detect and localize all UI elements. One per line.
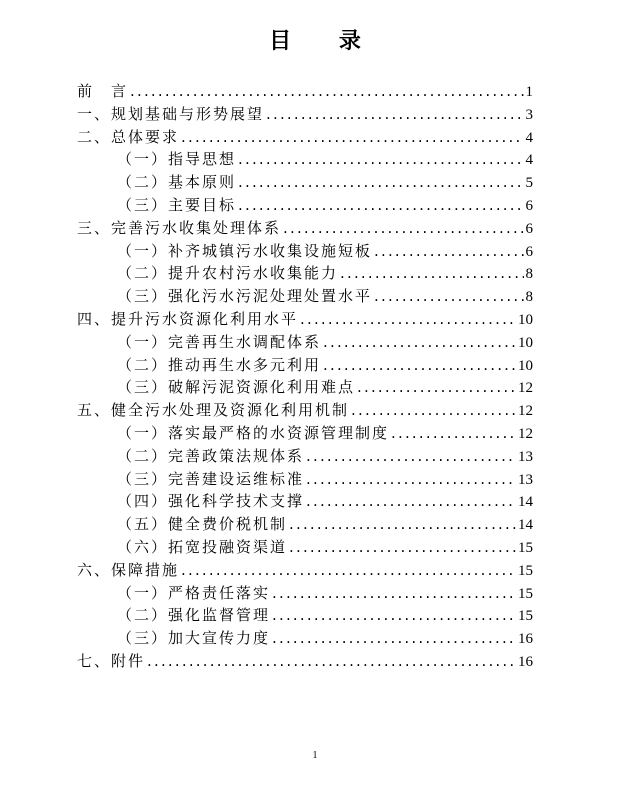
- toc-entry-label: （三）主要目标: [117, 195, 237, 214]
- toc-entry-page: 10: [518, 357, 533, 374]
- toc-entry[interactable]: [77, 308, 533, 331]
- toc-entry-page: 15: [518, 562, 533, 579]
- toc-leader-dots: [357, 376, 516, 399]
- toc-entry-label: （五）健全费价税机制: [117, 515, 288, 534]
- toc-leader-dots: [306, 490, 516, 513]
- toc-leader-dots: [238, 148, 523, 171]
- toc-entry-page: 4: [525, 152, 533, 169]
- toc-entry-page: 10: [518, 334, 533, 351]
- toc-entry-label: （二）基本原则: [117, 173, 237, 192]
- toc-entry[interactable]: [77, 604, 533, 627]
- toc-leader-dots: [351, 399, 516, 422]
- toc-entry[interactable]: [77, 217, 533, 240]
- toc-entry-label: （三）强化污水污泥处理处置水平: [117, 287, 373, 306]
- toc-entry-label: （一）落实最严格的水资源管理制度: [117, 423, 390, 442]
- toc-leader-dots: [272, 582, 516, 605]
- toc-entry-label: 三、完善污水收集处理体系: [77, 218, 282, 237]
- toc-leader-dots: [300, 308, 516, 331]
- toc-leader-dots: [272, 627, 516, 650]
- toc-entry[interactable]: [77, 490, 533, 513]
- toc-entry[interactable]: [77, 240, 533, 263]
- toc-leader-dots: [323, 331, 516, 354]
- toc-entry-label: （一）完善再生水调配体系: [117, 332, 322, 351]
- toc-entry-label: 五、健全污水处理及资源化利用机制: [77, 401, 350, 420]
- toc-entry-page: 5: [525, 175, 533, 192]
- toc-entry-page: 15: [518, 539, 533, 556]
- toc-leader-dots: [130, 80, 523, 103]
- toc-entry-page: 4: [525, 129, 533, 146]
- toc-leader-dots: [374, 285, 523, 308]
- toc-leader-dots: [306, 468, 516, 491]
- toc-entry-label: 四、提升污水资源化利用水平: [77, 309, 299, 328]
- toc-leader-dots: [323, 354, 516, 377]
- toc-entry-page: 15: [518, 608, 533, 625]
- toc-entry[interactable]: [77, 126, 533, 149]
- toc-entry-label: （二）推动再生水多元利用: [117, 355, 322, 374]
- page-number: 1: [312, 750, 318, 761]
- toc-entry[interactable]: [77, 285, 533, 308]
- toc-entry[interactable]: [77, 331, 533, 354]
- toc-leader-dots: [238, 194, 523, 217]
- table-of-contents: [77, 80, 533, 673]
- toc-entry-label: 六、保障措施: [77, 560, 180, 579]
- toc-entry-page: 1: [525, 84, 533, 100]
- toc-leader-dots: [147, 650, 516, 673]
- toc-entry[interactable]: [77, 103, 533, 126]
- toc-entry[interactable]: [77, 194, 533, 217]
- toc-entry-label: 七、附件: [77, 651, 146, 670]
- toc-entry[interactable]: [77, 262, 533, 285]
- toc-entry-label: 二、总体要求: [77, 127, 180, 146]
- toc-entry-page: 8: [525, 266, 533, 283]
- toc-entry-page: 6: [525, 197, 533, 214]
- toc-entry-label: （一）指导思想: [117, 150, 237, 169]
- toc-entry-page: 16: [518, 631, 533, 648]
- toc-entry-page: 13: [518, 471, 533, 488]
- toc-entry-label: （六）拓宽投融资渠道: [117, 537, 288, 556]
- toc-entry[interactable]: [77, 148, 533, 171]
- toc-entry-page: 14: [518, 494, 533, 511]
- toc-entry-page: 6: [525, 220, 533, 237]
- toc-entry[interactable]: [77, 354, 533, 377]
- toc-entry-page: 6: [525, 243, 533, 260]
- toc-entry[interactable]: [77, 650, 533, 673]
- toc-entry[interactable]: [77, 513, 533, 536]
- toc-entry[interactable]: [77, 582, 533, 605]
- toc-leader-dots: [181, 559, 516, 582]
- toc-entry-label: （二）强化监督管理: [117, 606, 271, 625]
- toc-leader-dots: [283, 217, 523, 240]
- toc-entry[interactable]: [77, 445, 533, 468]
- toc-entry-label: （三）完善建设运维标准: [117, 469, 305, 488]
- toc-entry-page: 8: [525, 289, 533, 306]
- toc-entry[interactable]: [77, 399, 533, 422]
- toc-leader-dots: [289, 513, 516, 536]
- toc-entry-label: （一）补齐城镇污水收集设施短板: [117, 241, 373, 260]
- toc-entry-page: 16: [518, 653, 533, 670]
- toc-leader-dots: [306, 445, 516, 468]
- toc-entry[interactable]: [77, 536, 533, 559]
- toc-entry-page: 14: [518, 517, 533, 534]
- toc-entry-label: 前 言: [77, 82, 129, 100]
- toc-entry[interactable]: [77, 559, 533, 582]
- toc-entry-label: （一）严格责任落实: [117, 583, 271, 602]
- toc-entry-label: （三）破解污泥资源化利用难点: [117, 378, 356, 397]
- toc-entry[interactable]: [77, 80, 533, 103]
- toc-entry[interactable]: [77, 171, 533, 194]
- toc-leader-dots: [272, 604, 516, 627]
- toc-entry-page: 12: [518, 403, 533, 420]
- toc-leader-dots: [289, 536, 516, 559]
- toc-entry[interactable]: [77, 422, 533, 445]
- toc-leader-dots: [181, 126, 523, 149]
- toc-leader-dots: [340, 262, 523, 285]
- toc-leader-dots: [374, 240, 523, 263]
- toc-leader-dots: [391, 422, 516, 445]
- toc-entry-page: 13: [518, 448, 533, 465]
- toc-entry-label: （四）强化科学技术支撑: [117, 492, 305, 511]
- toc-entry[interactable]: [77, 468, 533, 491]
- toc-entry-label: （三）加大宣传力度: [117, 629, 271, 648]
- toc-entry-label: （二）提升农村污水收集能力: [117, 264, 339, 283]
- toc-entry-page: 3: [525, 106, 533, 123]
- toc-entry-page: 10: [518, 311, 533, 328]
- toc-entry-page: 15: [518, 585, 533, 602]
- toc-entry[interactable]: [77, 376, 533, 399]
- toc-leader-dots: [266, 103, 523, 126]
- toc-entry-page: 12: [518, 425, 533, 442]
- page-title: 目 录: [269, 29, 381, 54]
- toc-entry-page: 12: [518, 380, 533, 397]
- toc-entry-label: 一、规划基础与形势展望: [77, 104, 265, 123]
- toc-entry[interactable]: [77, 627, 533, 650]
- toc-entry-label: （二）完善政策法规体系: [117, 446, 305, 465]
- toc-leader-dots: [238, 171, 523, 194]
